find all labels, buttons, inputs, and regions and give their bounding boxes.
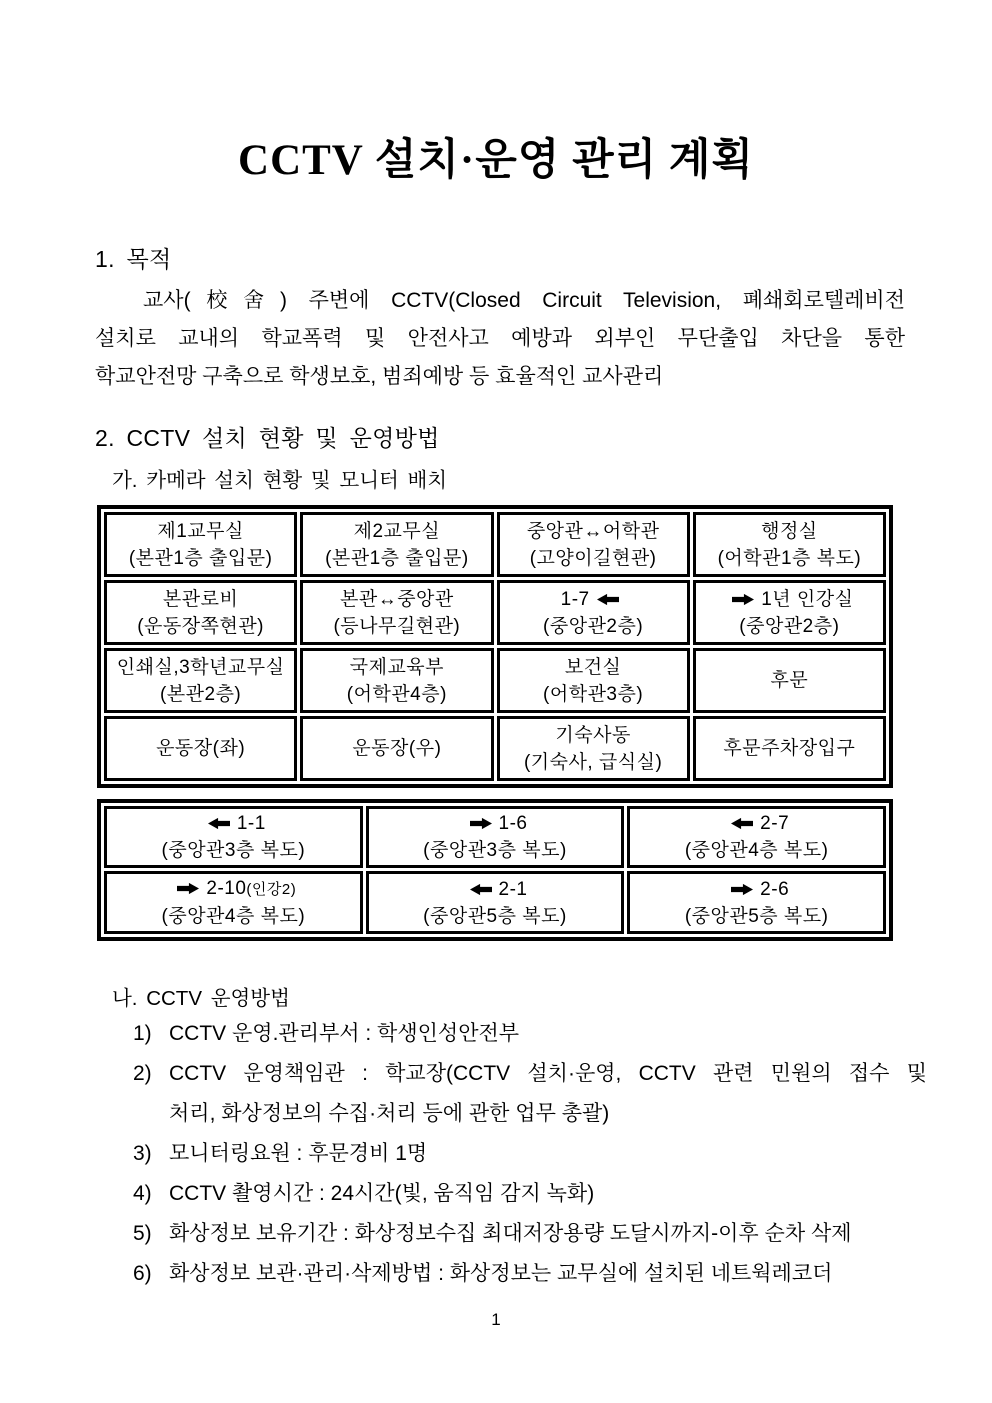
camera-cell-location: 기숙사동 [555, 724, 631, 746]
text-line: 학교안전망 구축으로 학생보호, 범죄예방 등 효율적인 교사관리 [95, 365, 664, 388]
camera-cell [300, 716, 493, 781]
camera-cell [627, 806, 886, 868]
camera-cell [104, 512, 297, 577]
camera-cell [693, 580, 886, 645]
text-line: CCTV 운영.관리부서 : 학생인성안전부 [169, 1022, 520, 1045]
purpose-heading: 1. 목적 [95, 246, 172, 272]
camera-cell-location: 1-6 [369, 810, 622, 837]
camera-cell-location: 1-1 [107, 810, 360, 837]
camera-cell [497, 580, 690, 645]
camera-cell-detail: (중앙관5층 복도) [684, 905, 829, 927]
right-arrow-icon [177, 882, 199, 895]
camera-cell-detail: (중앙관2층) [543, 615, 644, 637]
camera-location-table-2 [97, 799, 893, 941]
left-arrow-icon [731, 817, 753, 830]
text-line: CCTV 촬영시간 : 24시간(빛, 움직임 감지 녹화) [169, 1182, 595, 1205]
camera-cell [693, 648, 886, 713]
operation-item [133, 1014, 927, 1054]
camera-cell-detail: (중앙관4층 복도) [161, 906, 306, 927]
operation-item-number: 2) [133, 1062, 152, 1085]
text-line: 모니터링요원 : 후문경비 1명 [169, 1142, 428, 1165]
operation-item [133, 1174, 927, 1214]
camera-cell-location: 제1교무실 [157, 520, 244, 542]
camera-cell-detail: (중앙관3층 복도) [161, 840, 306, 861]
camera-cell-detail: (본관2층) [159, 683, 242, 705]
camera-cell-detail: (운동장쪽현관) [137, 615, 265, 637]
operation-method-list [133, 1014, 927, 1294]
camera-cell-location: 본관↔중앙관 [339, 588, 454, 610]
camera-cell [497, 512, 690, 577]
camera-cell-detail: (중앙관2층) [739, 615, 840, 637]
camera-cell [693, 716, 886, 781]
camera-cell [497, 648, 690, 713]
camera-cell-location: 1-7 [500, 586, 687, 613]
left-arrow-icon [208, 817, 230, 830]
camera-cell [300, 512, 493, 577]
text-line: 화상정보 보유기간 : 화상정보수집 최대저장용량 도달시까지-이후 순차 삭제 [169, 1222, 852, 1245]
camera-cell-location: 1년 인강실 [696, 586, 883, 613]
operation-item-text [169, 1254, 927, 1294]
camera-cell-location: 운동장(좌) [156, 738, 246, 759]
operation-item-number: 6) [133, 1262, 152, 1285]
text-line: CCTV 운영책임관 : 학교장(CCTV 설치·운영, CCTV 관련 민원의 접수 및 [169, 1062, 927, 1085]
operation-item-number: 3) [133, 1142, 152, 1165]
camera-cell-detail: (등나무길현관) [333, 615, 461, 637]
status-heading: 2. CCTV 설치 현황 및 운영방법 [95, 425, 440, 451]
camera-cell [104, 716, 297, 781]
camera-cell-location: 제2교무실 [353, 520, 441, 542]
camera-cell-detail: (중앙관4층 복도) [684, 840, 829, 861]
right-arrow-icon [470, 817, 492, 830]
operation-item [133, 1134, 927, 1174]
camera-cell [104, 806, 363, 868]
operation-item-number: 5) [133, 1222, 152, 1245]
camera-cell-detail: (고양이길현관) [529, 547, 657, 569]
text-line: 교사(校舍) 주변에 CCTV(Closed Circuit Television, 폐쇄회로텔레비전 [143, 289, 905, 312]
document-title: CCTV 설치·운영 관리 계획 [238, 137, 754, 184]
camera-cell-location: 2-1 [369, 876, 622, 903]
camera-cell-location: 운동장(우) [352, 738, 442, 759]
camera-cell-detail: (중앙관3층 복도) [423, 840, 567, 861]
camera-cell-detail: (본관1층 출입문) [325, 547, 469, 569]
camera-cell [104, 648, 297, 713]
camera-cell-location: 후문주차장입구 [723, 738, 856, 759]
camera-cell [366, 806, 625, 868]
page-number: 1 [491, 1310, 501, 1329]
camera-cell-detail: (어학관3층) [543, 683, 644, 705]
camera-cell-detail: (어학관1층 복도) [717, 547, 862, 569]
camera-cell-location: 2-7 [630, 810, 883, 837]
operation-item [133, 1254, 927, 1294]
right-arrow-icon [732, 593, 754, 606]
camera-cell [497, 716, 690, 781]
right-arrow-icon [731, 883, 753, 896]
operation-item-text [169, 1134, 927, 1174]
camera-cell-location: 행정실 [761, 520, 818, 542]
camera-section-label: 가. 카메라 설치 현황 및 모니터 배치 [112, 469, 448, 492]
text-line: 설치로 교내의 학교폭력 및 안전사고 예방과 외부인 무단출입 차단을 통한 [95, 327, 905, 350]
camera-cell [104, 580, 297, 645]
operation-item-number: 1) [133, 1022, 152, 1045]
text-line: 처리, 화상정보의 수집·처리 등에 관한 업무 총괄) [169, 1102, 610, 1125]
camera-location-table-1 [97, 505, 893, 788]
camera-cell [693, 512, 886, 577]
camera-cell [300, 580, 493, 645]
camera-cell-detail: (중앙관5층 복도) [423, 905, 567, 927]
operation-item-text [169, 1054, 927, 1134]
left-arrow-icon [597, 593, 619, 606]
operation-item-number: 4) [133, 1182, 152, 1205]
operation-section-label: 나. CCTV 운영방법 [112, 987, 290, 1010]
camera-cell-detail: (기숙사, 급식실) [523, 751, 663, 773]
text-line: 화상정보 보관·관리·삭제방법 : 화상정보는 교무실에 설치된 네트웍레코더 [169, 1262, 833, 1285]
camera-cell [366, 871, 625, 934]
camera-cell-location: 중앙관↔어학관 [526, 520, 660, 542]
operation-item-text [169, 1174, 927, 1214]
camera-cell-location: 보건실 [564, 656, 622, 678]
left-arrow-icon [470, 883, 492, 896]
camera-cell-location: 2-6 [630, 876, 883, 903]
camera-cell-detail: (본관1층 출입문) [128, 547, 273, 569]
camera-cell-location: 2-10(인강2) [107, 875, 360, 903]
purpose-paragraph [95, 282, 905, 396]
operation-item [133, 1214, 927, 1254]
camera-cell-detail: (어학관4층) [346, 683, 447, 705]
camera-cell [300, 648, 493, 713]
operation-item-text [169, 1014, 927, 1054]
camera-cell [104, 871, 363, 934]
camera-cell-location: 국제교육부 [349, 656, 445, 678]
camera-cell-location: 본관로비 [162, 588, 239, 610]
operation-item [133, 1054, 927, 1134]
camera-cell-location: 후문 [770, 670, 809, 691]
camera-cell-location: 인쇄실,3학년교무실 [116, 656, 285, 678]
operation-item-text [169, 1214, 927, 1254]
camera-cell [627, 871, 886, 934]
